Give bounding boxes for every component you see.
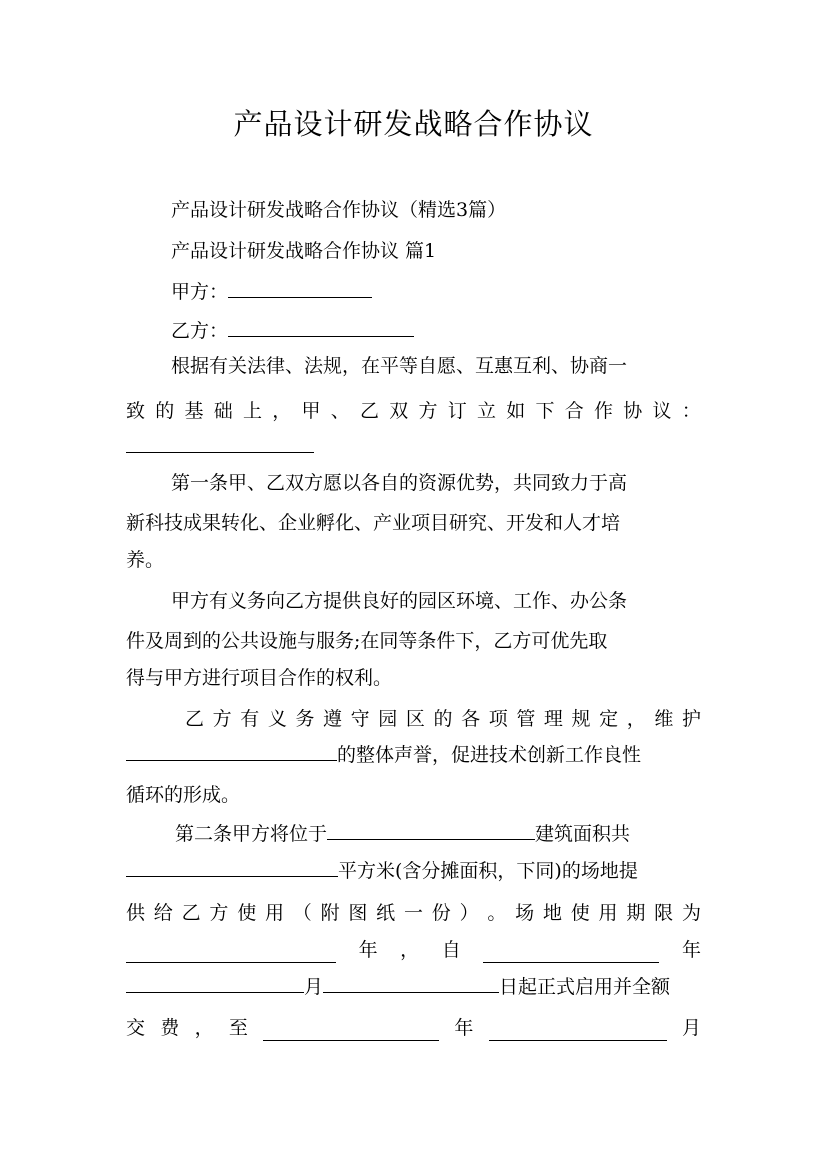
- article2-line-5: [126, 974, 701, 1000]
- paragraph2-line-3: 得与甲方进行项目合作的权利。: [126, 667, 393, 689]
- intro-blank-line: [126, 434, 701, 460]
- paragraph3-line-1-char: 理: [543, 708, 563, 730]
- article1-line-1: 第一条甲、乙双方愿以各自的资源优势，共同致力于高: [171, 472, 628, 494]
- article2-end-month-label: 月: [681, 1017, 701, 1039]
- article2-end-month-blank: [489, 1022, 667, 1041]
- article2-comma: ，: [400, 939, 420, 961]
- paragraph3-line-1-char: 务: [295, 708, 315, 730]
- intro-line-2-char: 础: [213, 400, 233, 422]
- article2-location-blank: [327, 821, 535, 840]
- article2-line-3-char: 一: [403, 902, 423, 924]
- intro-line-2-char: 协: [623, 400, 643, 422]
- paragraph3-line-1-char: 义: [267, 708, 287, 730]
- article2-line-3-char: 方: [209, 902, 229, 924]
- paragraph3-line-3: 循环的形成。: [126, 784, 241, 806]
- article2-start-year-label: 年: [681, 939, 701, 961]
- article2-line-6-char: 交: [126, 1017, 146, 1039]
- paragraph3-line-1-char: 守: [350, 708, 370, 730]
- intro-line-2-char: 的: [155, 400, 175, 422]
- intro-line-2-char: 订: [447, 400, 467, 422]
- intro-blank: [126, 434, 314, 453]
- article2-line-3-char: 附: [320, 902, 340, 924]
- intro-line-2-char: 如: [506, 400, 526, 422]
- intro-line-2-char: 作: [594, 400, 614, 422]
- paragraph2-line-2: 件及周到的公共设施与服务;在同等条件下，乙方可优先取: [126, 630, 608, 652]
- party-a-line: [171, 279, 701, 305]
- article2-area-blank: [126, 858, 338, 877]
- article2-start-year-blank: [483, 944, 659, 963]
- paragraph3-line-2-text: 的整体声誉，促进技术创新工作良性: [337, 744, 642, 766]
- article2-line-3-char: 给: [153, 902, 173, 924]
- paragraph3-line-1-char: 各: [461, 708, 481, 730]
- subtitle-line: 产品设计研发战略合作协议（精选3篇）: [171, 199, 507, 221]
- article2-line-3-char: 供: [126, 902, 146, 924]
- article2-line-6-char: ，: [194, 1017, 214, 1039]
- party-a-blank: [228, 279, 372, 298]
- article2-year-label: 年: [358, 939, 378, 961]
- article2-line-3-char: 图: [348, 902, 368, 924]
- party-b-line: [171, 318, 701, 344]
- intro-line-2-char: 、: [330, 400, 350, 422]
- article2-start-day-blank: [323, 974, 499, 993]
- article2-line-4: [126, 937, 701, 963]
- paragraph3-line-1-char: ，: [626, 708, 646, 730]
- intro-line-2-char: 致: [126, 400, 146, 422]
- article2-line-3-char: 用: [598, 902, 618, 924]
- paragraph3-line-1-char: 的: [433, 708, 453, 730]
- party-b-blank: [228, 318, 414, 337]
- article2-line-3-char: 期: [626, 902, 646, 924]
- article1-line-3: 养。: [126, 549, 165, 571]
- intro-line-2-char: 下: [535, 400, 555, 422]
- intro-line-2-char: ：: [681, 400, 701, 422]
- paragraph3-line-1-char: 区: [405, 708, 425, 730]
- article2-day-tail: 日起正式启用并全额: [499, 976, 671, 998]
- paragraph3-line-1-char: 规: [571, 708, 591, 730]
- paragraph3-line-1-char: 定: [599, 708, 619, 730]
- document-title: 产品设计研发战略合作协议: [233, 107, 594, 141]
- intro-line-2-char: 甲: [301, 400, 321, 422]
- article2-line-1-head: 第二条甲方将位于: [175, 823, 328, 845]
- intro-line-2-char: 乙: [360, 400, 380, 422]
- article2-line-3-char: 纸: [376, 902, 396, 924]
- article2-years-blank: [126, 944, 336, 963]
- paragraph3-line-1-char: 维: [654, 708, 674, 730]
- intro-line-2-char: 合: [564, 400, 584, 422]
- paragraph3-line-1-char: 管: [516, 708, 536, 730]
- article2-line-3-char: （: [292, 902, 312, 924]
- paragraph3-line-1-char: 方: [212, 708, 232, 730]
- intro-line-2-char: 方: [418, 400, 438, 422]
- article2-end-year-label: 年: [454, 1017, 474, 1039]
- paragraph3-line-1-char: 护: [681, 708, 701, 730]
- party-a-label: 甲方：: [171, 281, 229, 303]
- article2-end-year-blank: [263, 1022, 439, 1041]
- intro-line-2-char: 议: [652, 400, 672, 422]
- paragraph3-line-1-char: 乙: [185, 708, 205, 730]
- article2-line-3-char: 为: [681, 902, 701, 924]
- article2-from-label: 自: [441, 939, 461, 961]
- intro-line-2: [126, 398, 701, 424]
- article2-line-3-char: 地: [542, 902, 562, 924]
- article2-line-3-char: ）: [459, 902, 479, 924]
- article2-line-2: [126, 858, 701, 884]
- article2-line-3-char: 。: [487, 902, 507, 924]
- article2-line-3-char: 使: [570, 902, 590, 924]
- article2-line-6-char: 至: [228, 1017, 248, 1039]
- article2-line-1-tail: 建筑面积共: [535, 823, 631, 845]
- intro-line-2-char: 基: [184, 400, 204, 422]
- paragraph3-line-1-char: 项: [488, 708, 508, 730]
- article2-line-3: [126, 900, 701, 926]
- article2-line-3-char: 份: [431, 902, 451, 924]
- intro-line-2-char: 双: [389, 400, 409, 422]
- intro-line-2-char: ，: [272, 400, 292, 422]
- article2-line-6-char: 费: [160, 1017, 180, 1039]
- paragraph3-blank: [126, 742, 337, 761]
- article2-line-6: [126, 1015, 701, 1041]
- paragraph3-line-1: [185, 706, 701, 732]
- intro-line-2-char: 立: [477, 400, 497, 422]
- article2-start-month-blank: [126, 974, 304, 993]
- article2-line-3-char: 限: [654, 902, 674, 924]
- paragraph3-line-1-char: 遵: [323, 708, 343, 730]
- article2-month-label: 月: [304, 976, 324, 998]
- section-heading: 产品设计研发战略合作协议 篇1: [171, 240, 437, 262]
- intro-line-1: 根据有关法律、法规，在平等自愿、互惠互利、协商一: [171, 355, 628, 377]
- article1-line-2: 新科技成果转化、企业孵化、产业项目研究、开发和人才培: [126, 512, 621, 534]
- paragraph3-line-1-char: 园: [378, 708, 398, 730]
- intro-line-2-char: 上: [243, 400, 263, 422]
- paragraph3-line-1-char: 有: [240, 708, 260, 730]
- article2-line-3-char: 用: [264, 902, 284, 924]
- paragraph3-line-2: [126, 742, 701, 768]
- article2-line-1: [175, 821, 701, 847]
- article2-line-3-char: 使: [237, 902, 257, 924]
- party-b-label: 乙方：: [171, 320, 229, 342]
- paragraph2-line-1: 甲方有义务向乙方提供良好的园区环境、工作、办公条: [171, 590, 628, 612]
- article2-line-3-char: 场: [515, 902, 535, 924]
- article2-line-2-tail: 平方米(含分摊面积，下同)的场地提: [338, 860, 638, 882]
- article2-line-3-char: 乙: [181, 902, 201, 924]
